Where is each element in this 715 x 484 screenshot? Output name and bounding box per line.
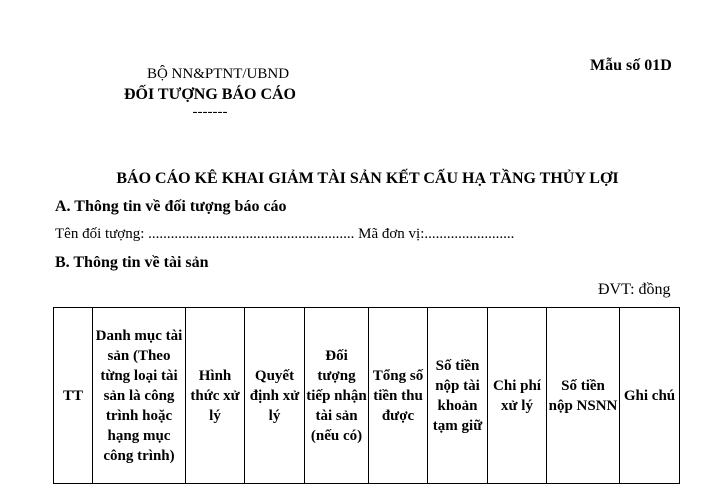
column-header-disposal-form: Hình thức xử lý bbox=[186, 308, 245, 484]
section-a-heading: A. Thông tin về đối tượng báo cáo bbox=[55, 198, 287, 215]
table-header-row bbox=[54, 308, 680, 484]
subject-info-line: Tên đối tượng: ....................................................... Mã đơn vị:........................ bbox=[55, 226, 515, 242]
organization-name: BỘ NN&PTNT/UBND bbox=[146, 66, 290, 82]
asset-table bbox=[53, 307, 680, 484]
column-header-disposal-decision: Quyết định xử lý bbox=[245, 308, 305, 484]
form-number: Mẫu số 01D bbox=[590, 57, 672, 74]
column-header-disposal-cost: Chi phí xử lý bbox=[488, 308, 547, 484]
header-separator: ------- bbox=[192, 104, 228, 120]
currency-unit: ĐVT: đồng bbox=[598, 281, 671, 298]
section-b-heading: B. Thông tin về tài sản bbox=[55, 254, 209, 271]
column-header-tt: TT bbox=[54, 308, 93, 484]
document-title: BÁO CÁO KÊ KHAI GIẢM TÀI SẢN KẾT CẤU HẠ TẦNG THỦY LỢI bbox=[116, 170, 619, 187]
column-header-notes: Ghi chú bbox=[620, 308, 680, 484]
column-header-state-budget: Số tiền nộp NSNN bbox=[547, 308, 620, 484]
report-subject: ĐỐI TƯỢNG BÁO CÁO bbox=[123, 86, 296, 103]
column-header-asset-list: Danh mục tài sản (Theo từng loại tài sản là công trình hoặc hạng mục công trình) bbox=[93, 308, 186, 484]
column-header-recipient: Đối tượng tiếp nhận tài sản (nếu có) bbox=[305, 308, 369, 484]
column-header-total-proceeds: Tổng số tiền thu được bbox=[369, 308, 428, 484]
column-header-escrow-amount: Số tiền nộp tài khoản tạm giữ bbox=[428, 308, 488, 484]
